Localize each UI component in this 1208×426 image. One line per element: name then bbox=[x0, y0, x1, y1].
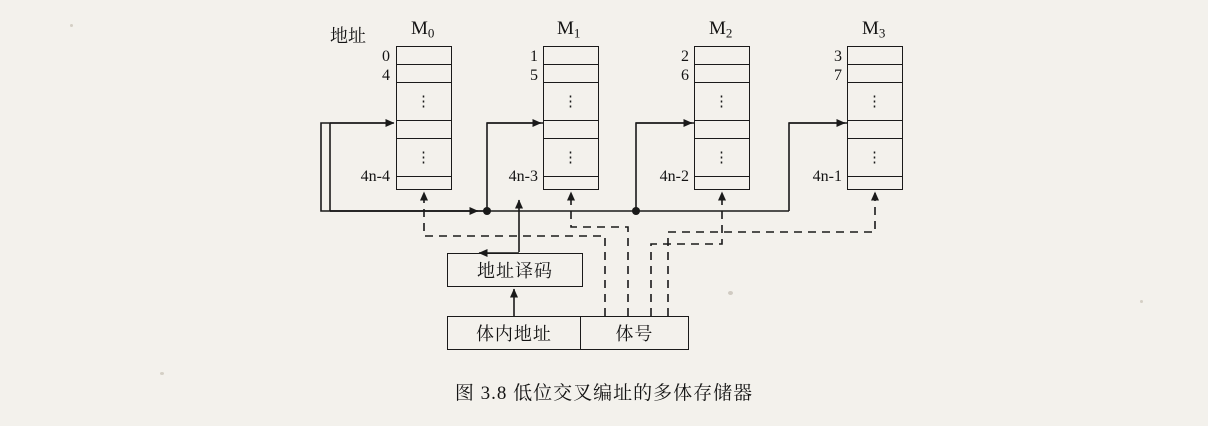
bank-title-letter-3: M bbox=[862, 18, 879, 39]
bank-title-sub-3: 3 bbox=[878, 25, 886, 41]
bank-3-address-last: 4n-1 bbox=[812, 168, 842, 185]
paper-speck bbox=[728, 291, 733, 295]
bank-3-dots-lower: ⋮ bbox=[848, 139, 902, 177]
bank-title-1 bbox=[557, 18, 580, 41]
bank-title-letter-1: M bbox=[557, 18, 574, 39]
bank-3-dots-upper: ⋮ bbox=[848, 83, 902, 121]
bank-2-cell-0 bbox=[695, 47, 749, 65]
bank-2-cell-1 bbox=[695, 65, 749, 83]
address-column-label: 地址 bbox=[330, 26, 366, 46]
bank-1-cell-last bbox=[544, 177, 598, 207]
paper-speck bbox=[1140, 300, 1143, 303]
bank-0-address-0: 0 bbox=[382, 48, 390, 65]
bank-3-cell-last bbox=[848, 177, 902, 207]
address-register-box bbox=[447, 316, 689, 350]
bank-title-sub-0: 0 bbox=[427, 25, 435, 41]
memory-bank-3 bbox=[847, 46, 903, 190]
bank-3-address-0: 3 bbox=[834, 48, 842, 65]
bank-2-address-last: 4n-2 bbox=[659, 168, 689, 185]
bank-1-cell-0 bbox=[544, 47, 598, 65]
bank-3-cell-2 bbox=[848, 121, 902, 139]
paper-speck bbox=[70, 24, 73, 27]
bank-0-cell-2 bbox=[397, 121, 451, 139]
memory-bank-0 bbox=[396, 46, 452, 190]
bus-junction-dot-2 bbox=[632, 207, 640, 215]
memory-bank-1 bbox=[543, 46, 599, 190]
bank-1-cell-2 bbox=[544, 121, 598, 139]
bank-0-dots-upper: ⋮ bbox=[397, 83, 451, 121]
bank-1-cell-1 bbox=[544, 65, 598, 83]
bank-2-cell-last bbox=[695, 177, 749, 207]
bank-0-address-1: 4 bbox=[382, 67, 390, 84]
bank-0-cell-1 bbox=[397, 65, 451, 83]
bank-1-address-last: 4n-3 bbox=[508, 168, 538, 185]
bank-1-address-0: 1 bbox=[530, 48, 538, 65]
bank-3-cell-1 bbox=[848, 65, 902, 83]
bank-title-letter-2: M bbox=[709, 18, 726, 39]
paper-speck bbox=[160, 372, 164, 375]
figure-caption: 图 3.8 低位交叉编址的多体存储器 bbox=[454, 383, 754, 404]
bank-1-dots-lower: ⋮ bbox=[544, 139, 598, 177]
bank-3-address-1: 7 bbox=[834, 67, 842, 84]
memory-bank-2 bbox=[694, 46, 750, 190]
address-decoder-box: 地址译码 bbox=[447, 253, 583, 287]
bank-0-cell-0 bbox=[397, 47, 451, 65]
bank-0-dots-lower: ⋮ bbox=[397, 139, 451, 177]
bank-2-dots-lower: ⋮ bbox=[695, 139, 749, 177]
bank-title-sub-1: 1 bbox=[573, 25, 581, 41]
bank-3-cell-0 bbox=[848, 47, 902, 65]
bank-title-0 bbox=[411, 18, 434, 41]
bank-2-dots-upper: ⋮ bbox=[695, 83, 749, 121]
bank-2-cell-2 bbox=[695, 121, 749, 139]
address-register-in-bank-field: 体内地址 bbox=[448, 317, 581, 349]
bank-0-address-last: 4n-4 bbox=[360, 168, 390, 185]
bus-junction-dot-1 bbox=[483, 207, 491, 215]
bank-title-3 bbox=[862, 18, 885, 41]
bank-1-dots-upper: ⋮ bbox=[544, 83, 598, 121]
bank-2-address-1: 6 bbox=[681, 67, 689, 84]
bank-title-letter-0: M bbox=[411, 18, 428, 39]
bank-title-2 bbox=[709, 18, 732, 41]
address-register-bank-no-field: 体号 bbox=[615, 324, 654, 344]
bank-2-address-0: 2 bbox=[681, 48, 689, 65]
bank-1-address-1: 5 bbox=[530, 67, 538, 84]
bank-0-cell-last bbox=[397, 177, 451, 207]
bank-title-sub-2: 2 bbox=[725, 25, 733, 41]
